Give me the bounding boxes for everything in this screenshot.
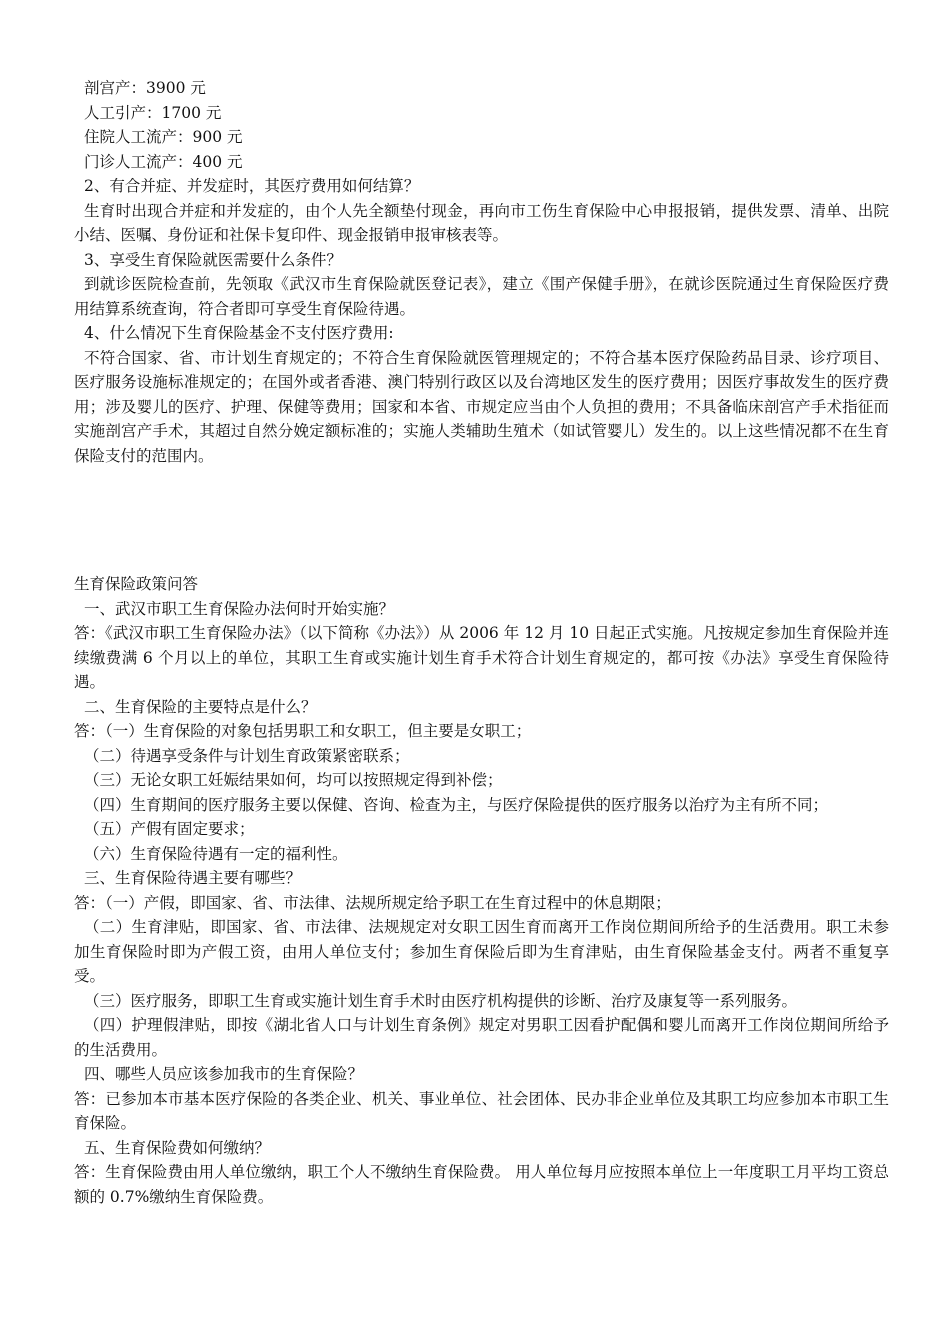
qa-answer-3-item-2: （二）生育津贴，即国家、省、市法律、法规规定对女职工因生育而离开工作岗位期间所给予的生活费用。职工未参加生育保险时即为产假工资，由用人单位支付；参加生育保险后即为生育津贴，由生育保险基金支付。两者不重复享受。 <box>74 918 889 985</box>
qa-question-2: 二、生育保险的主要特点是什么？ <box>84 697 317 716</box>
cost-induced-labor: 人工引产：1700 元 <box>84 103 222 122</box>
section-policy-qa <box>74 572 889 1209</box>
qa-answer-2-item-5: （五）产假有固定要求； <box>84 820 255 838</box>
qa-answer-5: 答：生育保险费由用人单位缴纳，职工个人不缴纳生育保险费。 用人单位每月应按照本单位上一年度职工月平均工资总额的 0.7%缴纳生育保险费。 <box>74 1163 889 1206</box>
qa-answer-3-item-3: （三）医疗服务，即职工生育或实施计划生育手术时由医疗机构提供的诊断、治疗及康复等一系列服务。 <box>84 991 798 1010</box>
qa-answer-2-item-3: （三）无论女职工妊娠结果如何，均可以按照规定得到补偿； <box>84 771 503 789</box>
qa-question-4: 四、哪些人员应该参加我市的生育保险？ <box>84 1065 364 1083</box>
section-title: 生育保险政策问答 <box>74 575 199 593</box>
answer-2: 生育时出现合并症和并发症的，由个人先全额垫付现金，再向市工伤生育保险中心申报报销，提供发票、清单、出院小结、医嘱、身份证和社保卡复印件、现金报销申报审核表等。 <box>74 201 889 244</box>
qa-question-5: 五、生育保险费如何缴纳？ <box>84 1138 271 1157</box>
cost-inpatient-abortion: 住院人工流产：900 元 <box>84 128 243 146</box>
qa-answer-1: 答：《武汉市职工生育保险办法》（以下简称《办法》）从 2006 年 12 月 10 日起正式实施。凡按规定参加生育保险并连续缴费满 6 个月以上的单位，其职工生育或实施计划生育手术符合计划生育规定的，都可按《办法》享受生育保险待遇。 <box>74 624 889 691</box>
qa-answer-2-item-1: 答：（一）生育保险的对象包括男职工和女职工，但主要是女职工； <box>74 722 532 740</box>
qa-question-3: 三、生育保险待遇主要有哪些？ <box>84 869 302 887</box>
question-2: 2、有合并症、并发症时，其医疗费用如何结算？ <box>84 177 420 195</box>
section-medical-costs <box>74 76 889 468</box>
question-3: 3、享受生育保险就医需要什么条件？ <box>84 250 342 269</box>
question-4: 4、什么情况下生育保险基金不支付医疗费用: <box>84 324 394 342</box>
cost-outpatient-abortion: 门诊人工流产：400 元 <box>84 152 243 171</box>
qa-answer-2-item-4: （四）生育期间的医疗服务主要以保健、咨询、检查为主，与医疗保险提供的医疗服务以治疗为主有所不同； <box>84 795 829 814</box>
qa-answer-3-item-1: 答：（一）产假，即国家、省、市法律、法规所规定给予职工在生育过程中的休息期限； <box>74 893 671 912</box>
cost-caesarean: 剖宫产：3900 元 <box>84 79 206 97</box>
qa-answer-4: 答：已参加本市基本医疗保险的各类企业、机关、事业单位、社会团体、民办非企业单位及其职工均应参加本市职工生育保险。 <box>74 1089 889 1132</box>
answer-3: 到就诊医院检查前，先领取《武汉市生育保险就医登记表》，建立《围产保健手册》，在就诊医院通过生育保险医疗费用结算系统查询，符合者即可享受生育保险待遇。 <box>74 275 889 318</box>
answer-4: 不符合国家、省、市计划生育规定的；不符合生育保险就医管理规定的；不符合基本医疗保险药品目录、诊疗项目、医疗服务设施标准规定的；在国外或者香港、澳门特别行政区以及台湾地区发生的医疗费用；因医疗事故发生的医疗费用；涉及婴儿的医疗、护理、保健等费用；国家和本省、市规定应当由个人负担的费用；不具备临床剖宫产手术指征而实施剖宫产手术，其超过自然分娩定额标准的；实施人类辅助生殖术（如试管婴儿）发生的。以上这些情况都不在生育保险支付的范围内。 <box>74 348 889 465</box>
qa-question-1: 一、武汉市职工生育保险办法何时开始实施？ <box>84 599 395 618</box>
qa-answer-2-item-6: （六）生育保险待遇有一定的福利性。 <box>84 844 348 863</box>
qa-answer-3-item-4: （四）护理假津贴，即按《湖北省人口与计划生育条例》规定对男职工因看护配偶和婴儿而离开工作岗位期间所给予的生活费用。 <box>74 1016 889 1059</box>
qa-answer-2-item-2: （二）待遇享受条件与计划生育政策紧密联系； <box>84 746 410 765</box>
